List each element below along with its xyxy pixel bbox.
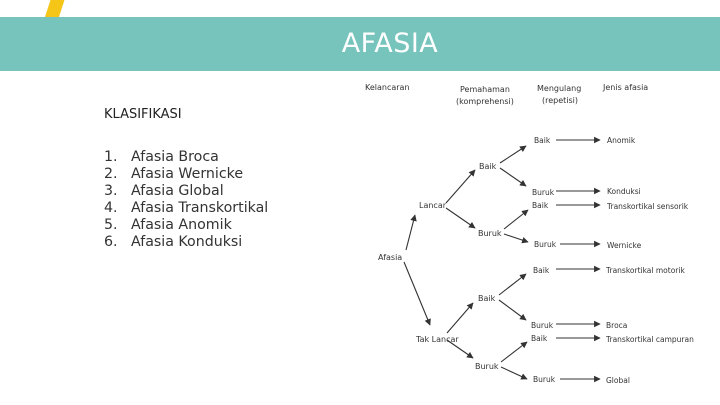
type-transkortikal-motorik: Transkortikal motorik: [606, 266, 685, 275]
header-mengulang: Mengulang: [537, 84, 582, 93]
edge-afasia-lancar: [406, 215, 415, 250]
edge-tl-baik-baik: [499, 274, 526, 295]
list-item: 6. Afasia Konduksi: [104, 234, 243, 251]
header-jenis: Jenis afasia: [603, 83, 649, 92]
header-kelancaran: Kelancaran: [365, 83, 410, 92]
list-item: 1. Afasia Broca: [104, 149, 219, 165]
type-anomik: Anomik: [607, 136, 636, 145]
edge-baik-baik: [500, 146, 526, 163]
node-rep-buruk-2: Buruk: [534, 240, 557, 249]
node-lancar-baik: Baik: [479, 162, 497, 171]
edge-taklancar-buruk: [447, 340, 473, 358]
node-rep-buruk-3: Buruk: [531, 321, 554, 330]
slide-title: AFASIA: [341, 28, 439, 59]
node-lancar: Lancar: [419, 201, 447, 210]
node-rep-buruk-4: Buruk: [533, 375, 556, 384]
node-rep-baik-2: Baik: [532, 201, 549, 210]
type-transkortikal-campuran: Transkortikal campuran: [606, 335, 694, 344]
type-broca: Broca: [606, 321, 628, 330]
edge-tl-buruk-baik: [501, 342, 527, 362]
edge-lancar-baik: [446, 170, 475, 203]
edge-afasia-taklancar: [404, 262, 430, 325]
node-rep-buruk-1: Buruk: [532, 188, 555, 197]
header-pemahaman-sub: (komprehensi): [456, 97, 514, 106]
edge-buruk-baik: [504, 210, 528, 229]
edge-lancar-buruk: [446, 208, 475, 228]
section-heading: KLASIFIKASI: [104, 107, 182, 122]
type-konduksi: Konduksi: [607, 187, 641, 196]
node-taklancar-baik: Baik: [478, 294, 496, 303]
edge-tl-baik-buruk: [499, 300, 526, 320]
header-pemahaman: Pemahaman: [460, 85, 510, 94]
edge-baik-buruk: [500, 168, 526, 186]
node-tak-lancar: Tak Lancar: [416, 335, 459, 344]
node-rep-baik-1: Baik: [534, 136, 551, 145]
list-item: 4. Afasia Transkortikal: [104, 200, 269, 217]
header-mengulang-sub: (repetisi): [542, 96, 579, 105]
edge-tl-buruk-buruk: [501, 367, 527, 379]
node-afasia: Afasia: [378, 253, 403, 262]
node-lancar-buruk: Buruk: [478, 229, 502, 238]
edge-taklancar-baik: [447, 303, 473, 333]
node-rep-baik-4: Baik: [531, 334, 548, 343]
list-item: 3. Afasia Global: [104, 183, 224, 200]
list-item: 2. Afasia Wernicke: [104, 166, 244, 183]
edge-buruk-buruk: [504, 234, 528, 242]
list-item: 5. Afasia Anomik: [104, 217, 232, 234]
node-rep-baik-3: Baik: [533, 266, 550, 275]
type-global: Global: [606, 376, 630, 385]
type-wernicke: Wernicke: [607, 241, 642, 250]
node-taklancar-buruk: Buruk: [475, 362, 499, 371]
type-transkortikal-sensorik: Transkortikal sensorik: [607, 202, 689, 211]
